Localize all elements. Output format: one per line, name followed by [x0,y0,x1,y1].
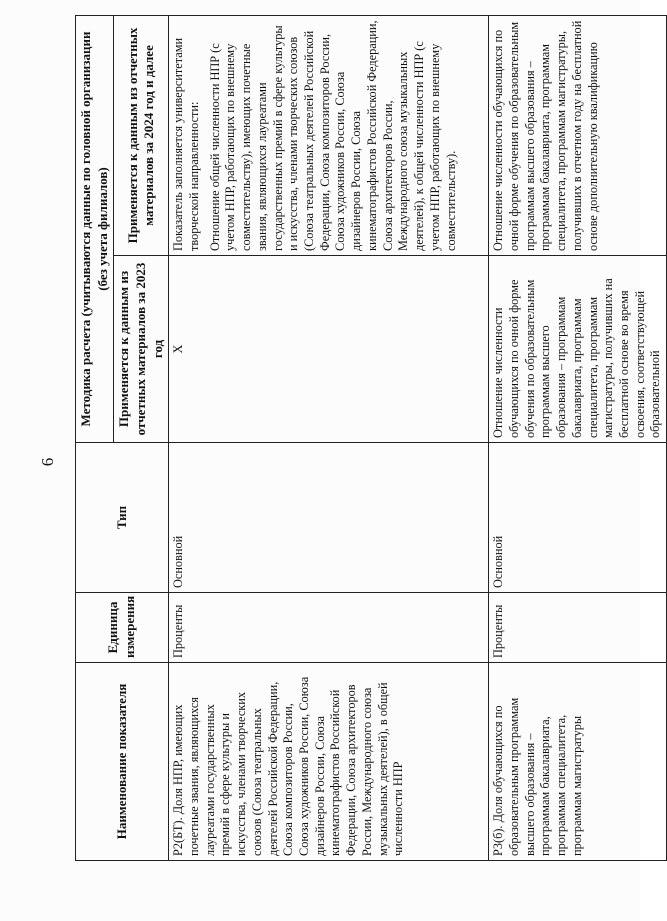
row-method-2023: Отношение численности обучающихся по очной форме обучения по образовательным программам высшего образования – программам бакалавриата, программам специалитета, программам магистратуры, получивших на бесплатной основе во время освоения, соответствующей образовательной [489,256,667,443]
row-unit: Проценты [489,593,667,663]
row-name: Р3(б). Доля обучающихся по образовательным программам высшего образования – программам бакалавриата, программам специалитета, программам магистратуры [489,663,667,861]
indicator-table [75,15,667,861]
table-row [489,16,667,861]
row-name: Р2(БТ). Доля НПР, имеющих почетные звания, являющихся лауреатами государственных премий в сфере культуры и искусства, членами творческих союзов (Союза театральных деятелей Российской Федерации, Союза композиторов России, Союза художников России, Союза дизайнеров России, Союза кинематографистов Российской Федерации, Союза архитекторов России, Международного союза музыкальных деятелей), в общей численности НПР [169,663,489,861]
row-method-2024: Отношение численности обучающихся по очной форме обучения по образовательным программам высшего образования – программам бакалавриата, программам специалитета, программам магистратуры, получивших в отчетном году на бесплатной основе дополнительную квалификацию [489,16,667,256]
page-number: 6 [38,457,57,467]
row-method-2023: Х [169,256,489,443]
header-method-2024: Применяется к данным из отчетных материалов за 2024 год и далее [114,16,169,256]
header-method-2023: Применяется к данным из отчетных материалов за 2023 год [114,256,169,443]
header-unit: Единица измерения [76,593,169,663]
row-unit: Проценты [169,593,489,663]
row-method-2024 [169,16,489,256]
header-name: Наименование показателя [76,663,169,861]
table-row [169,16,489,861]
header-method: Методика расчета (учитываются данные по головной организации (без учета филиалов) [76,16,114,443]
method-2024-line: Показатель заполняется университетами творческой направленности: [171,37,201,251]
method-2024-line: Отношение общей численности НПР (с учетом НПР, работающих по внешнему совместительству), имеющих почетные звания, являющихся лауреатами государственных премий в сфере культуры и искусства, членами творческих союзов (Союза театральных деятелей Российской Федерации, Союза композиторов России, Союза художников России, Союза дизайнеров России, Союза кинематографистов Российской Федерации, Союза архитекторов России, Международного союза музыкальных деятелей), к общей численности НПР (с учетом НПР, работающих по внешнему совместительству). [207,20,458,251]
row-type: Основной [489,443,667,593]
header-type: Тип [76,443,169,593]
row-type: Основной [169,443,489,593]
